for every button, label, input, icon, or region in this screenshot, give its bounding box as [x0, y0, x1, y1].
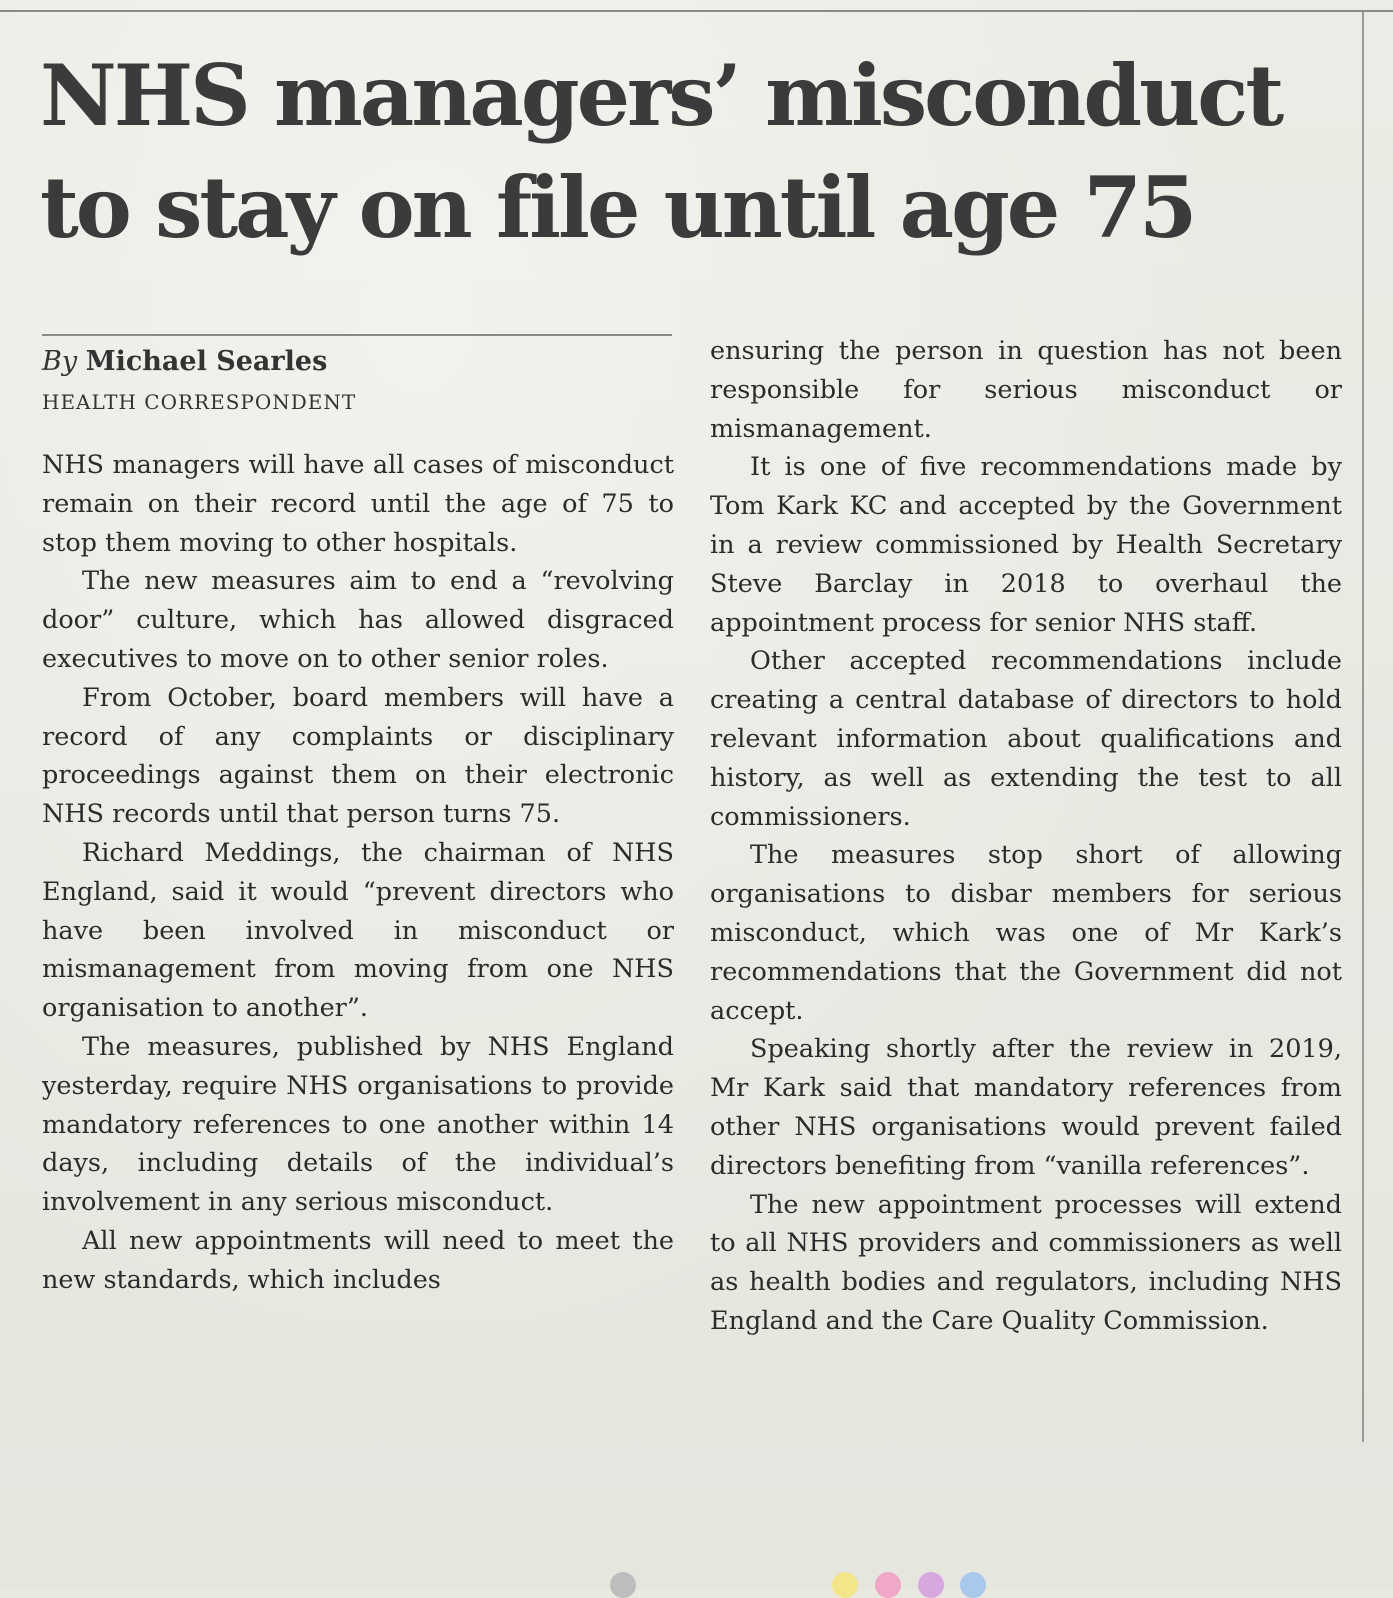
paragraph: Richard Meddings, the chairman of NHS England, said it would “prevent directors who have been involved in misconduct or mismanagement from moving from one NHS organisation to another”.: [42, 837, 674, 1024]
paragraph: It is one of five recommendations made by Tom Kark KC and accepted by the Government in a review commissioned by Health Secretary Steve Barclay in 2018 to overhaul the appointment process for senior NHS staff.: [710, 452, 1342, 638]
byline: [42, 344, 672, 380]
paragraph: The measures, published by NHS England yesterday, require NHS organisations to provide mandatory references to one another within 14 days, including details of the individual’s involvement in any serious misconduct.: [42, 1031, 674, 1218]
paragraph: From October, board members will have a record of any complaints or disciplinary proceedings against them on their electronic NHS records until that person turns 75.: [42, 682, 674, 830]
print-color-dot: [832, 1572, 858, 1598]
print-color-dot: [918, 1572, 944, 1598]
byline-prefix: By: [42, 346, 78, 377]
article-column-left: [42, 446, 674, 1300]
paragraph: NHS managers will have all cases of misconduct remain on their record until the age of 75 to stop them moving to other hospitals.: [42, 450, 674, 558]
paragraph: ensuring the person in question has not been responsible for serious misconduct or mismanagement.: [710, 336, 1342, 444]
print-color-dot: [960, 1572, 986, 1598]
paragraph: The measures stop short of allowing organisations to disbar members for serious misconduct, which was one of Mr Kark’s recommendations that the Government did not accept.: [710, 840, 1342, 1026]
paragraph: Other accepted recommendations include creating a central database of directors to hold relevant information about qualifications and history, as well as extending the test to all commissioners.: [710, 646, 1342, 832]
paragraph: Speaking shortly after the review in 2019, Mr Kark said that mandatory references from other NHS organisations would prevent failed directors benefiting from “vanilla references”.: [710, 1034, 1342, 1181]
paragraph: All new appointments will need to meet the new standards, which includes: [42, 1225, 674, 1295]
byline-divider: [42, 334, 672, 336]
paragraph: The new appointment processes will extend to all NHS providers and commissioners as well as health bodies and regulators, including NHS England and the Care Quality Commission.: [710, 1189, 1342, 1336]
headline-line-1: NHS managers’ misconduct: [40, 46, 1282, 145]
print-color-dot: [875, 1572, 901, 1598]
top-divider: [0, 10, 1393, 12]
headline-line-2: to stay on file until age 75: [40, 158, 1195, 257]
column-divider-right: [1362, 12, 1364, 1442]
author-role: HEALTH CORRESPONDENT: [42, 390, 357, 414]
print-color-dot: [610, 1572, 636, 1598]
paragraph: The new measures aim to end a “revolving door” culture, which has allowed disgraced executives to move on to other senior roles.: [42, 566, 674, 674]
headline: [40, 40, 1340, 264]
author-name: Michael Searles: [85, 346, 328, 377]
article-column-right: [710, 332, 1342, 1341]
